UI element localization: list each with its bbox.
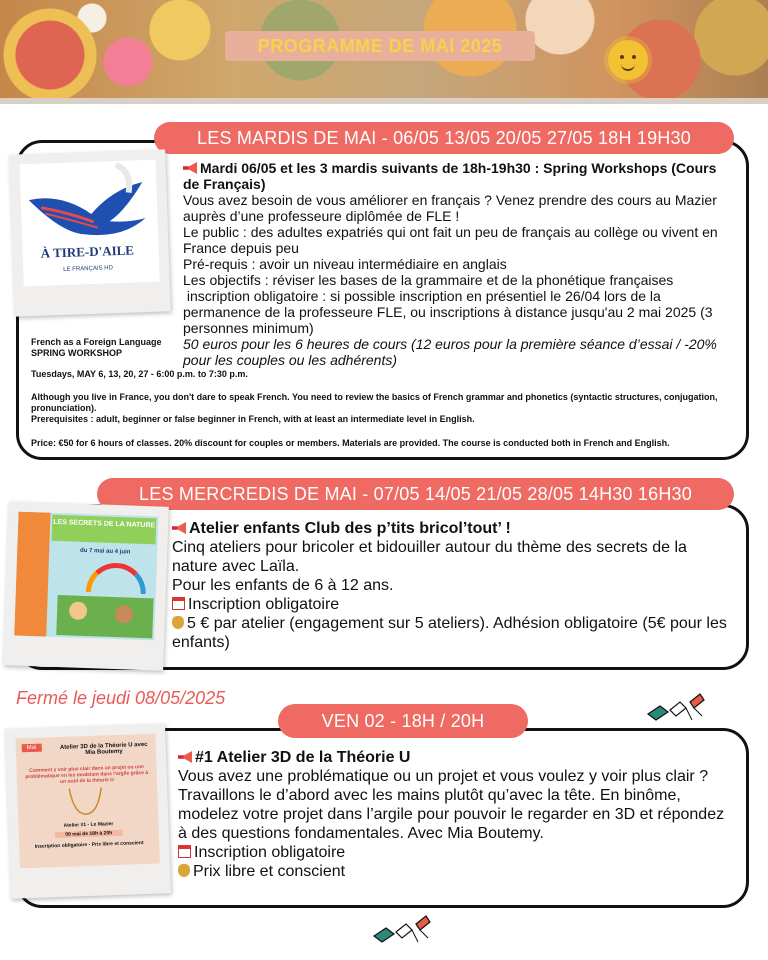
closed-notice: Fermé le jeudi 08/05/2025 — [16, 688, 226, 708]
friday-price: Prix libre et conscient — [193, 863, 346, 880]
u-curve-icon — [65, 785, 106, 816]
plane-doodle-icon — [646, 690, 710, 724]
tuesdays-line: Les objectifs : réviser les bases de la grammaire et de la phonétique françaises — [183, 272, 674, 288]
section-friday-text — [178, 748, 734, 881]
poster-u-time: 09 mai de 18h à 20h — [55, 830, 123, 838]
tuesdays-lead: Mardi 06/05 et les 3 mardis suivants de 18h-19h30 : Spring Workshops (Cours de Français) — [183, 160, 717, 192]
money-bag-icon — [178, 864, 190, 877]
wednesdays-registration: Inscription obligatoire — [188, 596, 340, 613]
nature-poster-photo — [3, 501, 169, 670]
logo-name: À TIRE-D'AILE — [40, 242, 135, 261]
section-friday-heading: VEN 02 - 18H / 20H — [321, 710, 485, 731]
logo-image — [20, 160, 160, 287]
en-prereq: Prerequisites : adult, beginner or false beginner in French, with at least an intermediate level in English. — [31, 414, 475, 424]
tuesdays-line: inscription obligatoire : si possible inscription en présentiel le 26/04 lors de la permanence de la professeure FLE, ou inscriptions à distance jusqu'au 2 mai 2025 (3 personnes minimum) — [183, 288, 717, 336]
wednesdays-line: Cinq ateliers pour bricoler et bidouiller autour du thème des secrets de la nature avec Laïla. — [172, 539, 687, 575]
en-schedule: Tuesdays, MAY 6, 13, 20, 27 - 6:00 p.m. to 7:30 p.m. — [31, 369, 248, 379]
calendar-icon — [172, 597, 185, 610]
poster-month-tag: Mai — [22, 744, 42, 753]
poster-side-band — [14, 512, 50, 637]
en-title — [31, 337, 181, 359]
section-wednesdays-heading: LES MERCREDIS DE MAI - 07/05 14/05 21/05 28/05 14H30 16H30 — [139, 483, 692, 504]
section-tuesdays-french-text — [183, 160, 728, 368]
poster-u-subtitle: Comment y voir plus clair dans un projet ou une problématique en les modelant dans l'argile grâce à un outil de la théorie U — [25, 764, 149, 785]
wednesdays-lead: Atelier enfants Club des p’tits bricol’tout’ ! — [189, 520, 511, 537]
logo-tagline: LE FRANÇAIS HD — [63, 265, 114, 273]
megaphone-icon — [172, 522, 186, 534]
logo-photo — [9, 149, 171, 316]
calendar-icon — [178, 845, 191, 858]
en-price: Price: €50 for 6 hours of classes. 20% discount for couples or members. Materials are provided. The course is conducted both in French and English. — [31, 438, 670, 448]
dove-icon — [20, 160, 160, 287]
tuesdays-line: Pré-requis : avoir un niveau intermédiaire en anglais — [183, 256, 507, 272]
banner-divider — [0, 98, 768, 104]
section-tuesdays-heading: LES MARDIS DE MAI - 06/05 13/05 20/05 27/05 18H 19H30 — [197, 127, 691, 148]
section-friday-pill — [278, 704, 528, 738]
poster-title: LES SECRETS DE LA NATURE — [53, 518, 156, 530]
megaphone-icon — [178, 751, 192, 763]
nature-poster-image — [14, 512, 158, 641]
section-wednesdays-pill — [97, 478, 734, 510]
tuesdays-line: Le public : des adultes expatriés qui ont fait un peu de français au collège ou vivent en France depuis peu — [183, 224, 718, 256]
en-title-line2: SPRING WORKSHOP — [31, 348, 123, 358]
poster-u-footer: Inscription obligatoire - Prix libre et conscient — [34, 840, 144, 850]
rainbow-icon — [86, 562, 147, 594]
money-bag-icon — [172, 616, 184, 629]
wednesdays-price: 5 € par atelier (engagement sur 5 ateliers). Adhésion obligatoire (5€ pour les enfants) — [172, 615, 727, 651]
section-tuesdays-pill — [154, 122, 734, 154]
header-banner — [0, 0, 768, 104]
sun-smile — [621, 62, 635, 71]
section-wednesdays-text — [172, 519, 732, 652]
en-body — [31, 392, 731, 425]
wednesdays-line: Pour les enfants de 6 à 12 ans. — [172, 577, 394, 594]
sun-icon — [608, 40, 648, 80]
poster-dates: du 7 mai au 4 juin — [79, 547, 131, 556]
poster-u-title: Atelier 3D de la Théorie U avec Mia Boutemy — [59, 741, 148, 757]
friday-lead: #1 Atelier 3D de la Théorie U — [195, 749, 411, 766]
tuesdays-line: Vous avez besoin de vous améliorer en français ? Venez prendre des cours au Mazier auprès d’une professeure diplômée de FLE ! — [183, 192, 717, 224]
tuesdays-price-fr: 50 euros pour les 6 heures de cours (12 euros pour la première séance d’essai / -20% pour les couples ou les adhérents) — [183, 336, 717, 368]
sun-eye-right — [632, 55, 636, 59]
en-body-text: Although you live in France, you don't dare to speak French. You need to review the basics of French grammar and phonetics (syntactic structures, conjugation, pronunciation). — [31, 392, 718, 413]
friday-registration: Inscription obligatoire — [194, 844, 346, 861]
page-title: PROGRAMME DE MAI 2025 — [257, 35, 503, 56]
friday-description: Vous avez une problématique ou un projet et vous voulez y voir plus clair ? Travaillons le d’abord avec les mains plutôt qu’avec la tête. En binôme, modelez votre projet dans l’argile pour pouvoir le regarder en 3D et répondez à des questions fondamentales. Avec Mia Boutemy. — [178, 768, 725, 842]
en-title-line1: French as a Foreign Language — [31, 337, 162, 347]
megaphone-icon — [183, 162, 197, 174]
plane-doodle-icon — [372, 912, 436, 946]
theory-u-poster-image — [15, 734, 159, 869]
sun-eye-left — [620, 55, 624, 59]
poster-u-place: Atelier #1 - Le Mazier — [63, 821, 114, 829]
theory-u-poster-photo — [5, 723, 171, 898]
page-title-pill — [225, 31, 535, 61]
